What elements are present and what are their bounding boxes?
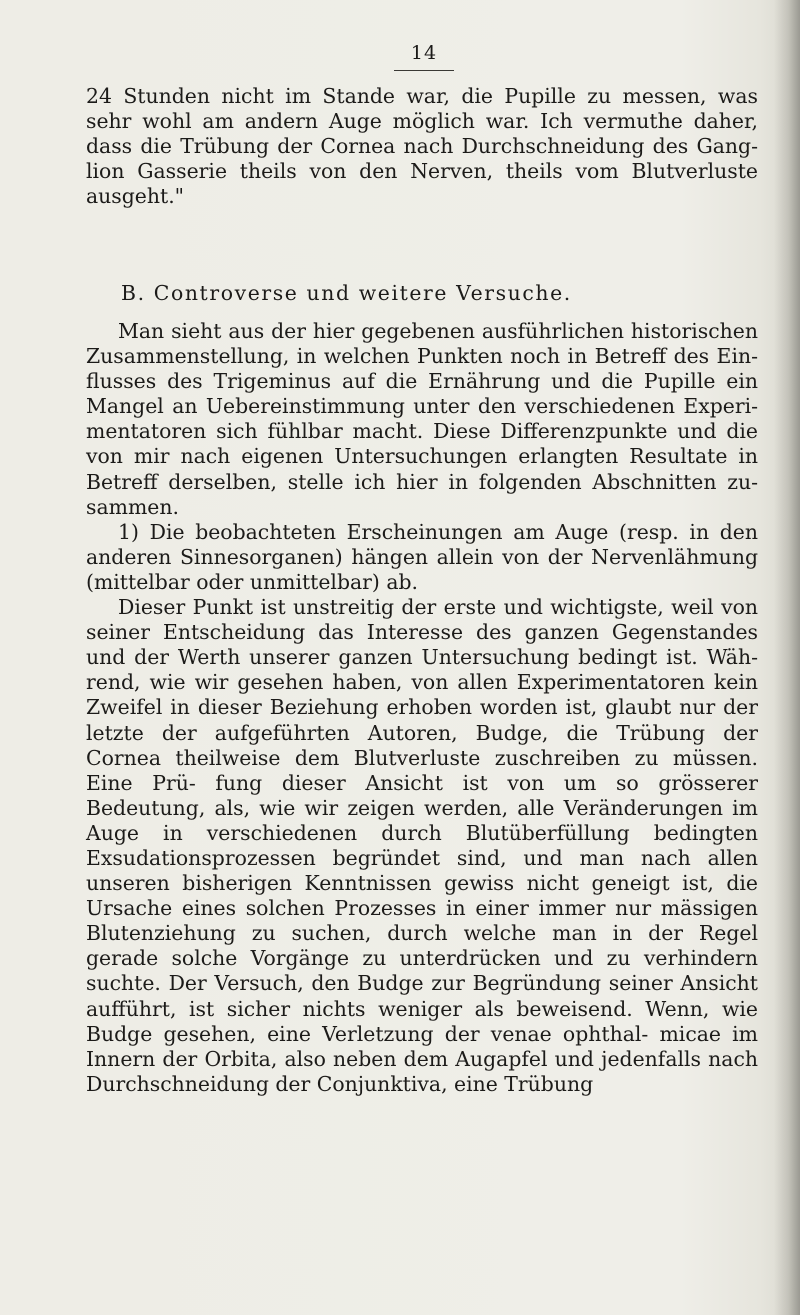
paragraph-introduction: Man sieht aus der hier gegebenen ausführlichen historischen Zusammenstellung, in welchen Punkten noch in Betreff des Ein- flusses des Trigeminus auf die Ernährung und die Pupille ein Mangel an Uebereinstimmung unter den verschiedenen Experi- mentatoren sich fühlbar macht. Diese Differenzpunkte und die von mir nach eigenen Untersuchungen erlangten Resultate in Betreff derselben, stelle ich hier in folgenden Abschnitten zu- sammen. [86,319,758,519]
body-text [86,319,758,1097]
opening-paragraph-block [86,84,758,209]
page-number: 14 [410,42,438,64]
opening-paragraph: 24 Stunden nicht im Stande war, die Pupille zu messen, was sehr wohl am andern Auge möglich war. Ich vermuthe daher, dass die Trübung der Cornea nach Durchschneidung des Gang- lion Gasserie theils von den Nerven, theils vom Blutverluste ausgeht." [86,84,758,209]
page-number-rule [394,70,454,71]
page-edge-shadow [774,0,800,1315]
paragraph-point-one: 1) Die beobachteten Erscheinungen am Auge (resp. in den anderen Sinnesorganen) hängen allein von der Nervenlähmung (mittelbar oder unmittelbar) ab. [86,519,758,594]
paragraph-discussion: Dieser Punkt ist unstreitig der erste und wichtigste, weil von seiner Entscheidung das Interesse des ganzen Gegenstandes und der Werth unserer ganzen Untersuchung bedingt ist. Wäh- rend, wie wir gesehen haben, von allen Experimentatoren kein Zweifel in dieser Beziehung erhoben worden ist, glaubt nur der letzte der aufgeführten Autoren, Budge, die Trübung der Cornea theilweise dem Blutverluste zuschreiben zu müssen. Eine Prü- fung dieser Ansicht ist von um so grösserer Bedeutung, als, wie wir zeigen werden, alle Veränderungen im Auge in verschiedenen durch Blutüberfüllung bedingten Exsudationsprozessen begründet sind, und man nach allen unseren bisherigen Kenntnissen gewiss nicht geneigt ist, die Ursache eines solchen Prozesses in einer immer nur mässigen Blutenziehung zu suchen, durch welche man in der Regel gerade solche Vorgänge zu unterdrücken und zu verhindern suchte. Der Versuch, den Budge zur Begründung seiner Ansicht aufführt, ist sicher nichts weniger als beweisend. Wenn, wie Budge gesehen, eine Verletzung der venae ophthal- micae im Innern der Orbita, also neben dem Augapfel und jedenfalls nach Durchschneidung der Conjunktiva, eine Trübung [86,595,758,1096]
section-heading: B. Controverse und weitere Versuche. [121,281,572,305]
